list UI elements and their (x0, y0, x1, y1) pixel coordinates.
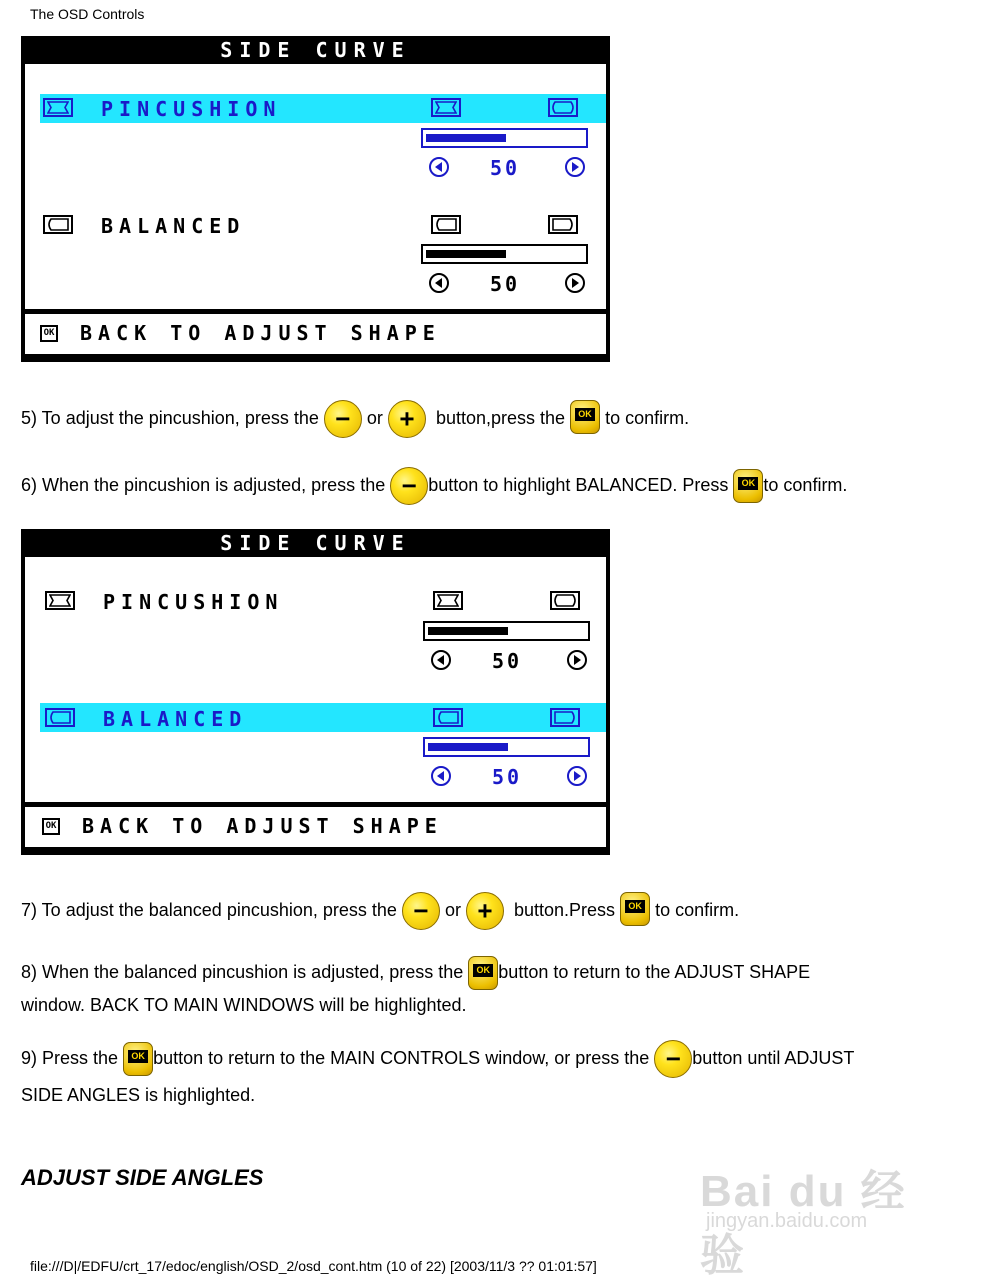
slider-fill (428, 743, 508, 751)
balanced-icon (45, 708, 75, 727)
balanced-left-icon (431, 215, 461, 234)
pincushion-icon (43, 98, 73, 117)
barrel-icon (550, 591, 580, 610)
pincushion-slider[interactable] (423, 621, 590, 641)
section-heading: ADJUST SIDE ANGLES (21, 1165, 264, 1190)
step-7: 7) To adjust the balanced pincushion, press the − or + button.Press OK to confirm. (21, 892, 739, 930)
balanced-slider[interactable] (421, 244, 588, 264)
ok-icon: OK (42, 818, 60, 835)
menu-item-balanced[interactable]: BALANCED (103, 707, 248, 731)
osd-body (25, 64, 606, 309)
ok-button-icon: OK (733, 469, 763, 503)
back-to-adjust-shape[interactable]: BACK TO ADJUST SHAPE (82, 814, 443, 838)
decrease-arrow-icon[interactable] (429, 273, 449, 293)
pincushion-icon (431, 98, 461, 117)
osd-title: SIDE CURVE (220, 38, 411, 62)
balanced-right-icon (550, 708, 580, 727)
step-6: 6) When the pincushion is adjusted, press the − button to highlight BALANCED. Press OK to confirm. (21, 467, 847, 505)
decrease-arrow-icon[interactable] (431, 650, 451, 670)
ok-button-icon: OK (123, 1042, 153, 1076)
osd-title: SIDE CURVE (220, 531, 411, 555)
barrel-icon (548, 98, 578, 117)
pincushion-slider[interactable] (421, 128, 588, 148)
step-9: 9) Press the OK button to return to the MAIN CONTROLS window, or press the − button until ADJUST SIDE ANGLES is highlighted. (21, 1040, 854, 1112)
menu-item-pincushion[interactable]: PINCUSHION (103, 590, 284, 614)
increase-arrow-icon[interactable] (567, 650, 587, 670)
step-8: 8) When the balanced pincushion is adjusted, press the OK button to return to the ADJUST SHAPE window. BACK TO MAIN WINDOWS will be highlighted. (21, 956, 810, 1021)
minus-button-icon: − (402, 892, 440, 930)
balanced-right-icon (548, 215, 578, 234)
osd-body (25, 557, 606, 802)
watermark-brand: Bai du 经验 (700, 1167, 907, 1280)
ok-icon: OK (40, 325, 58, 342)
slider-fill (426, 250, 506, 258)
balanced-slider[interactable] (423, 737, 590, 757)
ok-button-icon: OK (570, 400, 600, 434)
minus-button-icon: − (654, 1040, 692, 1078)
osd-footer[interactable] (25, 314, 606, 354)
watermark (700, 1140, 940, 1280)
pincushion-value: 50 (492, 649, 523, 673)
minus-button-icon: − (324, 400, 362, 438)
balanced-icon (43, 215, 73, 234)
pincushion-value: 50 (490, 156, 521, 180)
decrease-arrow-icon[interactable] (429, 157, 449, 177)
increase-arrow-icon[interactable] (565, 273, 585, 293)
increase-arrow-icon[interactable] (565, 157, 585, 177)
minus-button-icon: − (390, 467, 428, 505)
osd-panel-side-curve-2 (21, 529, 610, 855)
plus-button-icon: + (388, 400, 426, 438)
back-to-adjust-shape[interactable]: BACK TO ADJUST SHAPE (80, 321, 441, 345)
slider-fill (426, 134, 506, 142)
pincushion-icon (45, 591, 75, 610)
ok-button-icon: OK (620, 892, 650, 926)
page-footer-path: file:///D|/EDFU/crt_17/edoc/english/OSD_2/osd_cont.htm (10 of 22) [2003/11/3 ?? 01:01:57] (30, 1258, 597, 1274)
pincushion-icon (433, 591, 463, 610)
balanced-left-icon (433, 708, 463, 727)
menu-item-balanced[interactable]: BALANCED (101, 214, 246, 238)
balanced-value: 50 (492, 765, 523, 789)
plus-button-icon: + (466, 892, 504, 930)
osd-footer[interactable] (25, 807, 606, 847)
decrease-arrow-icon[interactable] (431, 766, 451, 786)
ok-button-icon: OK (468, 956, 498, 990)
step-5: 5) To adjust the pincushion, press the − or + button,press the OK to confirm. (21, 400, 689, 438)
page-header-title: The OSD Controls (30, 6, 145, 22)
watermark-url: jingyan.baidu.com (706, 1210, 868, 1232)
menu-item-pincushion[interactable]: PINCUSHION (101, 97, 282, 121)
osd-panel-side-curve-1 (21, 36, 610, 362)
balanced-value: 50 (490, 272, 521, 296)
slider-fill (428, 627, 508, 635)
increase-arrow-icon[interactable] (567, 766, 587, 786)
